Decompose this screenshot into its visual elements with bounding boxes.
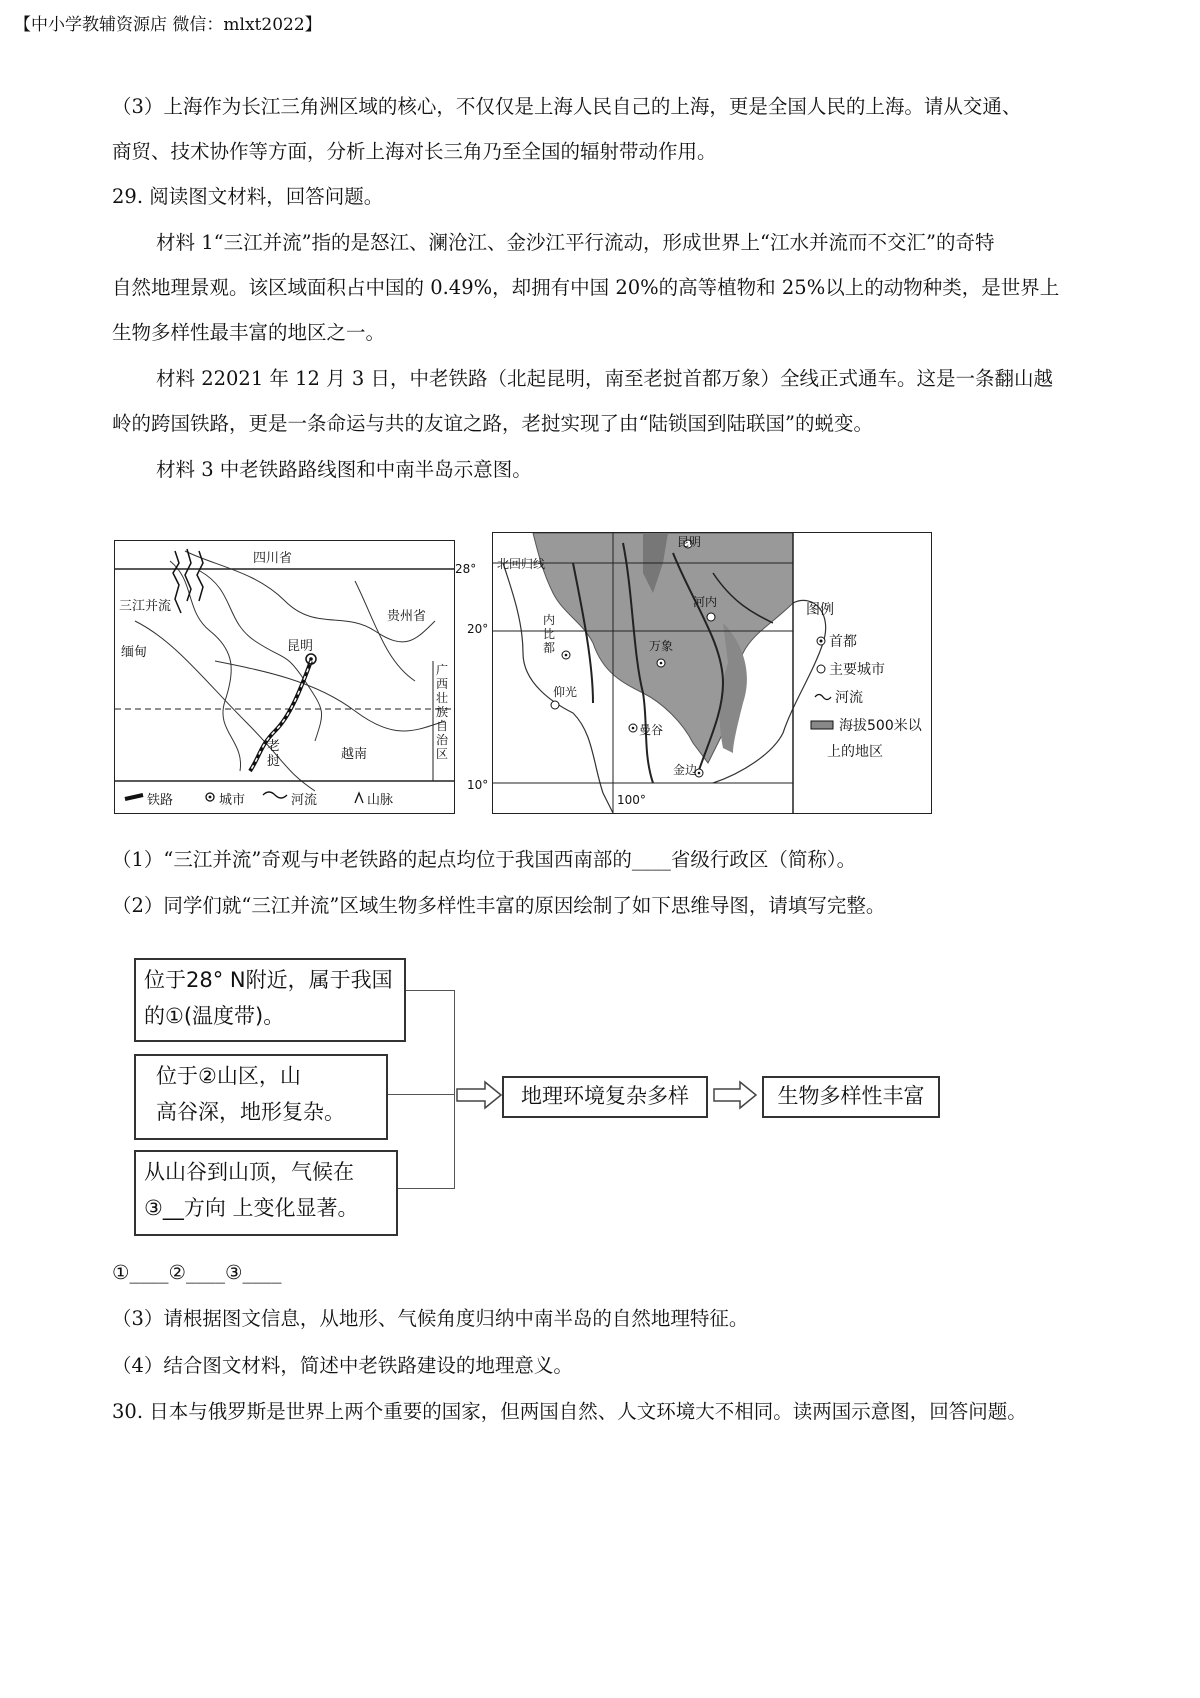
question-2: （2）同学们就“三江并流”区域生物多样性丰富的原因绘制了如下思维导图，请填写完整。 xyxy=(112,894,886,917)
lat-10-label: 10° xyxy=(467,778,489,792)
q28-3-line2: 商贸、技术协作等方面，分析上海对长三角乃至全国的辐射带动作用。 xyxy=(112,140,717,163)
label-kunming2: 昆明 xyxy=(677,535,702,549)
label-yangon: 仰光 xyxy=(553,685,578,699)
label-phnompenh: 金边 xyxy=(673,763,698,777)
legend-river: 河流 xyxy=(291,793,318,808)
connector-3 xyxy=(398,1188,454,1189)
legend-river2: 河流 xyxy=(835,690,863,706)
railway-map-drawing xyxy=(115,541,454,813)
label-vietnam: 越南 xyxy=(341,747,368,762)
label-guangxi: 广西壮族自治区 xyxy=(436,663,449,761)
material1-line3: 生物多样性最丰富的地区之一。 xyxy=(112,321,386,344)
mindmap-box-biodiversity: 生物多样性丰富 xyxy=(762,1076,940,1118)
mindmap-box-latitude xyxy=(134,958,406,1042)
material3-line: 材料 3 中老铁路路线图和中南半岛示意图。 xyxy=(156,458,532,481)
indochina-map xyxy=(492,532,932,814)
lat-28-label: 28° xyxy=(455,562,477,576)
label-guizhou: 贵州省 xyxy=(387,609,427,624)
label-laos: 老挝 xyxy=(267,739,281,769)
material1-line2: 自然地理景观。该区域面积占中国的 0.49%，却拥有中国 20%的高等植物和 25%以上的动物种类，是世界上 xyxy=(112,276,1060,299)
label-myanmar: 缅甸 xyxy=(121,645,148,660)
connector-1 xyxy=(406,990,454,991)
material2-line1: 材料 22021 年 12 月 3 日，中老铁路（北起昆明，南至老挝首都万象）全线正式通车。这是一条翻山越 xyxy=(156,367,1053,390)
label-hanoi: 河内 xyxy=(693,595,718,609)
question-1: （1）“三江并流”奇观与中老铁路的起点均位于我国西南部的____省级行政区（简称）。 xyxy=(112,848,857,871)
lat-20-label: 20° xyxy=(467,622,489,636)
box1-line1: 位于28° N附近，属于我国 xyxy=(144,968,393,992)
box3-line1: 从山谷到山顶，气候在 xyxy=(144,1160,354,1184)
railway-route-map xyxy=(114,540,455,814)
legend-highland-1: 海拔500米以 xyxy=(839,718,922,734)
label-kunming: 昆明 xyxy=(287,639,314,654)
box2-line1: 位于②山区，山 xyxy=(156,1064,301,1088)
box2-line2: 高谷深，地形复杂。 xyxy=(156,1100,345,1124)
watermark-header: 【中小学教辅资源店 微信：mlxt2022】 xyxy=(14,15,322,35)
q29-title: 29. 阅读图文材料，回答问题。 xyxy=(112,185,384,208)
material2-line2: 岭的跨国铁路，更是一条命运与共的友谊之路，老挝实现了由“陆锁国到陆联国”的蜕变。 xyxy=(112,412,873,435)
lon-100-label: 100° xyxy=(617,793,646,807)
box1-line2: 的①(温度带)。 xyxy=(144,1004,285,1028)
legend-main-city: 主要城市 xyxy=(829,662,885,678)
question-4: （4）结合图文材料，简述中老铁路建设的地理意义。 xyxy=(112,1354,573,1377)
mindmap-box-climate xyxy=(134,1150,398,1236)
mindmap-box-environment: 地理环境复杂多样 xyxy=(502,1076,708,1118)
arrow-to-environment xyxy=(455,1080,503,1110)
legend-city: 城市 xyxy=(219,793,246,808)
label-sichuan: 四川省 xyxy=(253,551,293,566)
material1-line1: 材料 1“三江并流”指的是怒江、澜沧江、金沙江平行流动，形成世界上“江水并流而不交汇”的奇特 xyxy=(156,231,995,254)
legend-highland-2: 上的地区 xyxy=(827,744,883,760)
mindmap-box-terrain xyxy=(134,1054,388,1140)
legend-title: 图例 xyxy=(806,602,834,618)
legend-mountain: 山脉 xyxy=(367,793,394,808)
arrow-to-biodiversity xyxy=(712,1080,760,1110)
label-vientiane: 万象 xyxy=(649,639,674,653)
legend-capital: 首都 xyxy=(829,634,857,650)
label-tropic: 北回归线 xyxy=(497,557,546,571)
label-naypyidaw: 内比都 xyxy=(543,613,556,655)
box3-line2: ③__方向 上变化显著。 xyxy=(144,1196,359,1220)
answer-blanks: ①____②____③____ xyxy=(112,1261,282,1284)
question-3: （3）请根据图文信息，从地形、气候角度归纳中南半岛的自然地理特征。 xyxy=(112,1307,749,1330)
label-sanjiang: 三江并流 xyxy=(119,599,172,614)
question-30: 30. 日本与俄罗斯是世界上两个重要的国家，但两国自然、人文环境大不相同。读两国示意图，回答问题。 xyxy=(112,1400,1027,1423)
connector-2 xyxy=(388,1094,454,1095)
legend-railway: 铁路 xyxy=(147,793,174,808)
q28-3-line1: （3）上海作为长江三角洲区域的核心，不仅仅是上海人民自己的上海，更是全国人民的上海。请从交通、 xyxy=(112,95,1022,118)
label-bangkok: 曼谷 xyxy=(639,723,664,737)
